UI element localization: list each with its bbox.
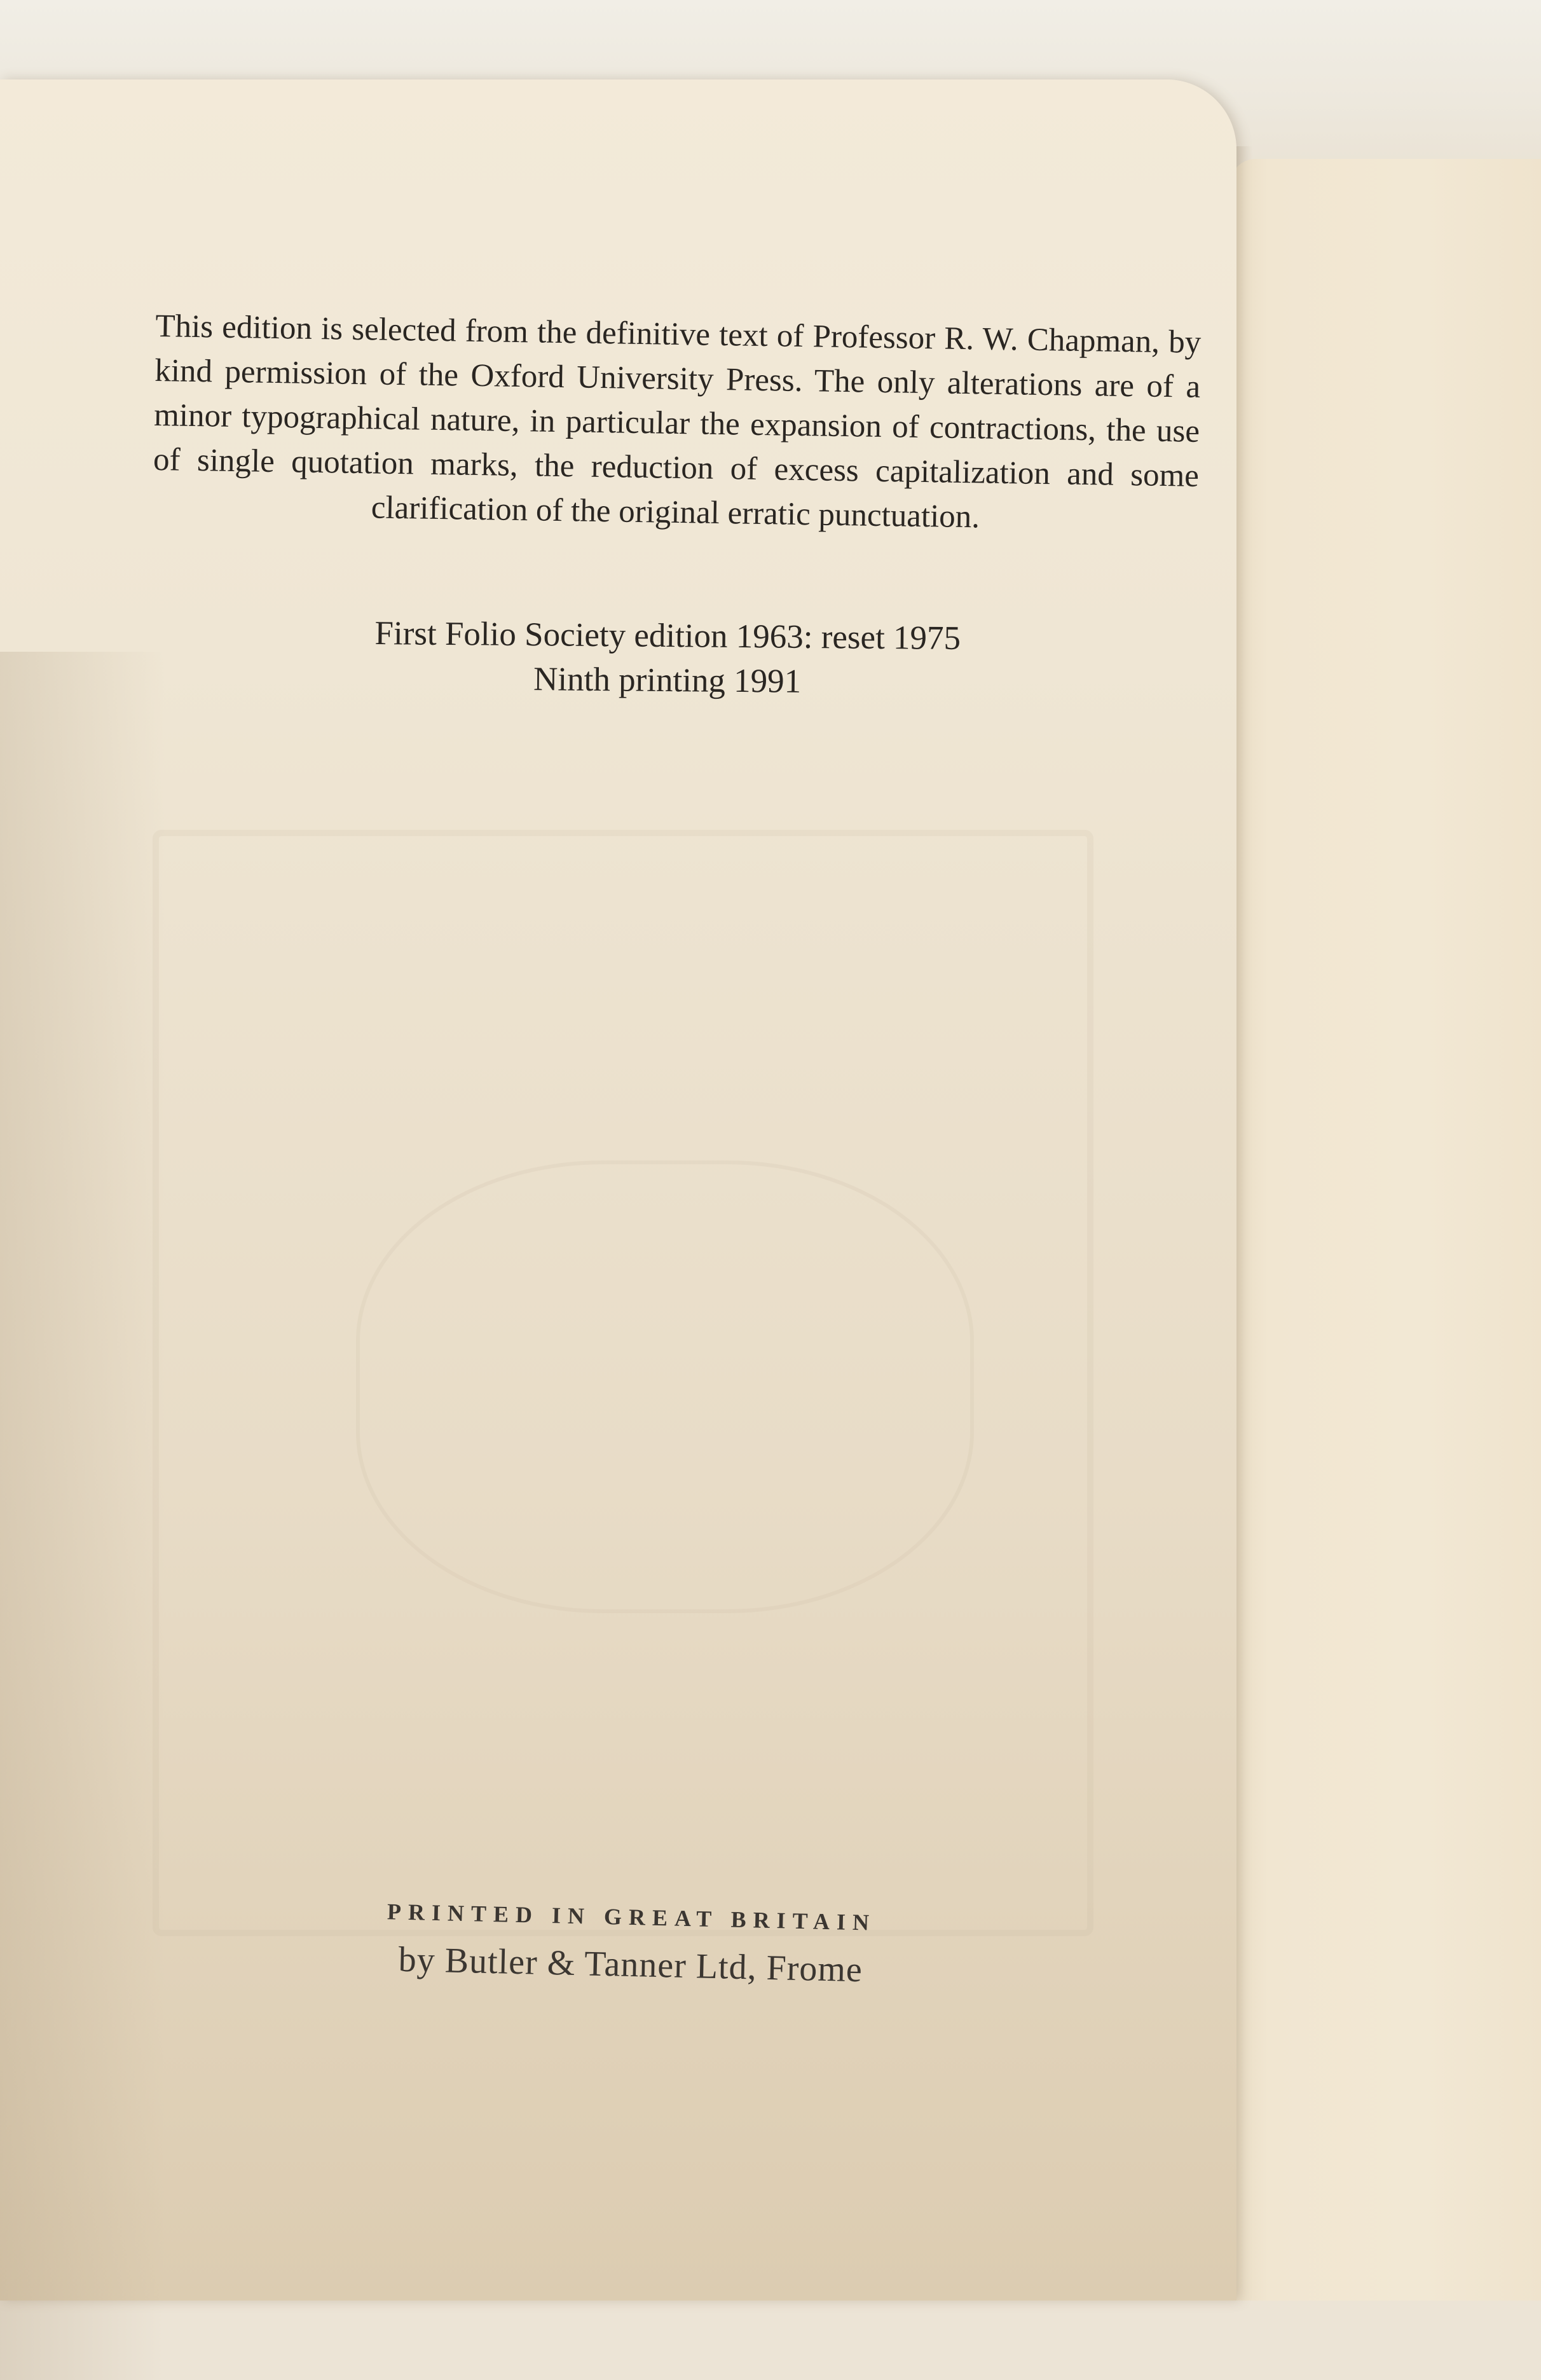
reverse-side-show-through-inner [356, 1160, 974, 1613]
printing-line: Ninth printing 1991 [533, 661, 802, 700]
next-page [1230, 159, 1541, 2301]
printer-name-line: by Butler & Tanner Ltd, Frome [398, 1939, 863, 1990]
edition-line: First Folio Society edition 1963: reset 1975 [374, 614, 961, 657]
printed-in-line: PRINTED IN GREAT BRITAIN [387, 1899, 877, 1936]
page-shading [0, 652, 165, 2380]
edition-info [0, 608, 1336, 708]
edition-note-paragraph: This edition is selected from the definitive text of Professor R. W. Chapman, by kind permission of the Oxford University Press. The only alterations are of a minor typographical nature, in particular the expansion of contractions, the use of single quotation marks, the reduction of excess capitalization and some clarification of the original erratic punctuation. [153, 308, 1202, 535]
